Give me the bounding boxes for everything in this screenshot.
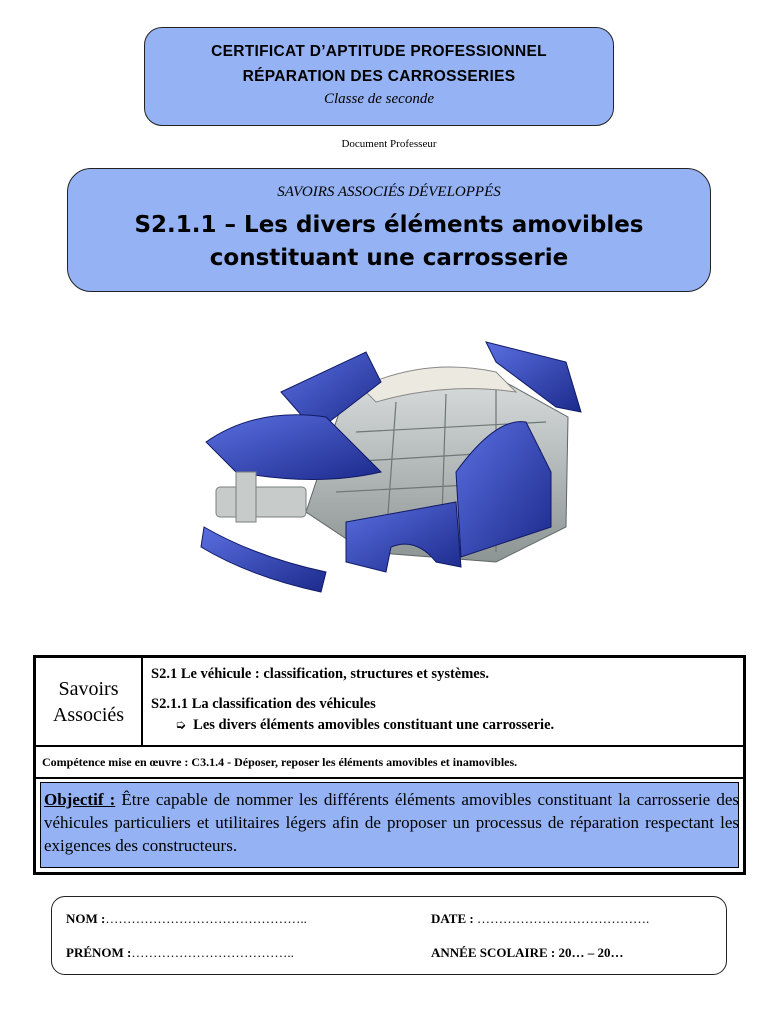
objectif-label: Objectif : [44,790,116,809]
prenom-dots: ……………………………….. [131,945,294,960]
savoir-s211-item-text: Les divers éléments amovibles constituant une carrosserie. [193,717,555,733]
nom-label: NOM : [66,911,106,926]
header-line3: Classe de seconde [324,91,434,107]
nom-field[interactable] [66,911,307,927]
savoir-s211: S2.1.1 La classification des véhicules [151,696,376,712]
identity-box [51,896,727,975]
header-line1: CERTIFICAT D’APTITUDE PROFESSIONNEL [211,43,547,60]
section-subtitle: SAVOIRS ASSOCIÉS DÉVELOPPÉS [277,184,501,200]
section-title-line1: S2.1.1 – Les divers éléments amovibles [134,212,644,238]
competence-text: Compétence mise en œuvre : C3.1.4 - Déposer, reposer les éléments amovibles et inamovibles. [42,755,518,769]
objectif-paragraph [44,788,739,857]
nom-dots: ……………………………………….. [105,911,307,926]
savoirs-label [36,658,143,745]
header-box [144,27,614,126]
section-box [67,168,711,292]
car-body-illustration [196,322,586,617]
date-label: DATE : [431,911,474,926]
date-field[interactable] [431,911,649,927]
savoirs-label-line2: Associés [52,704,125,726]
savoir-s211-item [175,717,554,734]
section-title-line2: constituant une carrosserie [209,245,569,271]
document-label: Document Professeur [341,138,437,150]
arrow-bullet-icon: ➭ [175,718,186,733]
annee-scolaire-field[interactable]: ANNÉE SCOLAIRE : 20… – 20… [431,945,624,960]
section-title [68,209,710,275]
savoirs-label-line1: Savoirs [58,678,119,700]
savoirs-row [36,658,743,747]
objectif-row [40,782,739,868]
savoirs-table [33,655,746,875]
objectif-text: Être capable de nommer les différents éléments amovibles constituant la carrosserie des véhicules particuliers et utilitaires légers afin de proposer un processus de réparation respectant les exigences des constructeurs. [44,790,740,855]
competence-row [36,747,743,779]
header-line2: RÉPARATION DES CARROSSERIES [242,68,516,85]
prenom-label: PRÉNOM : [66,945,132,960]
prenom-field[interactable] [66,945,294,961]
savoir-s21: S2.1 Le véhicule : classification, structures et systèmes. [151,666,490,682]
date-dots: …………………………………. [476,911,650,926]
